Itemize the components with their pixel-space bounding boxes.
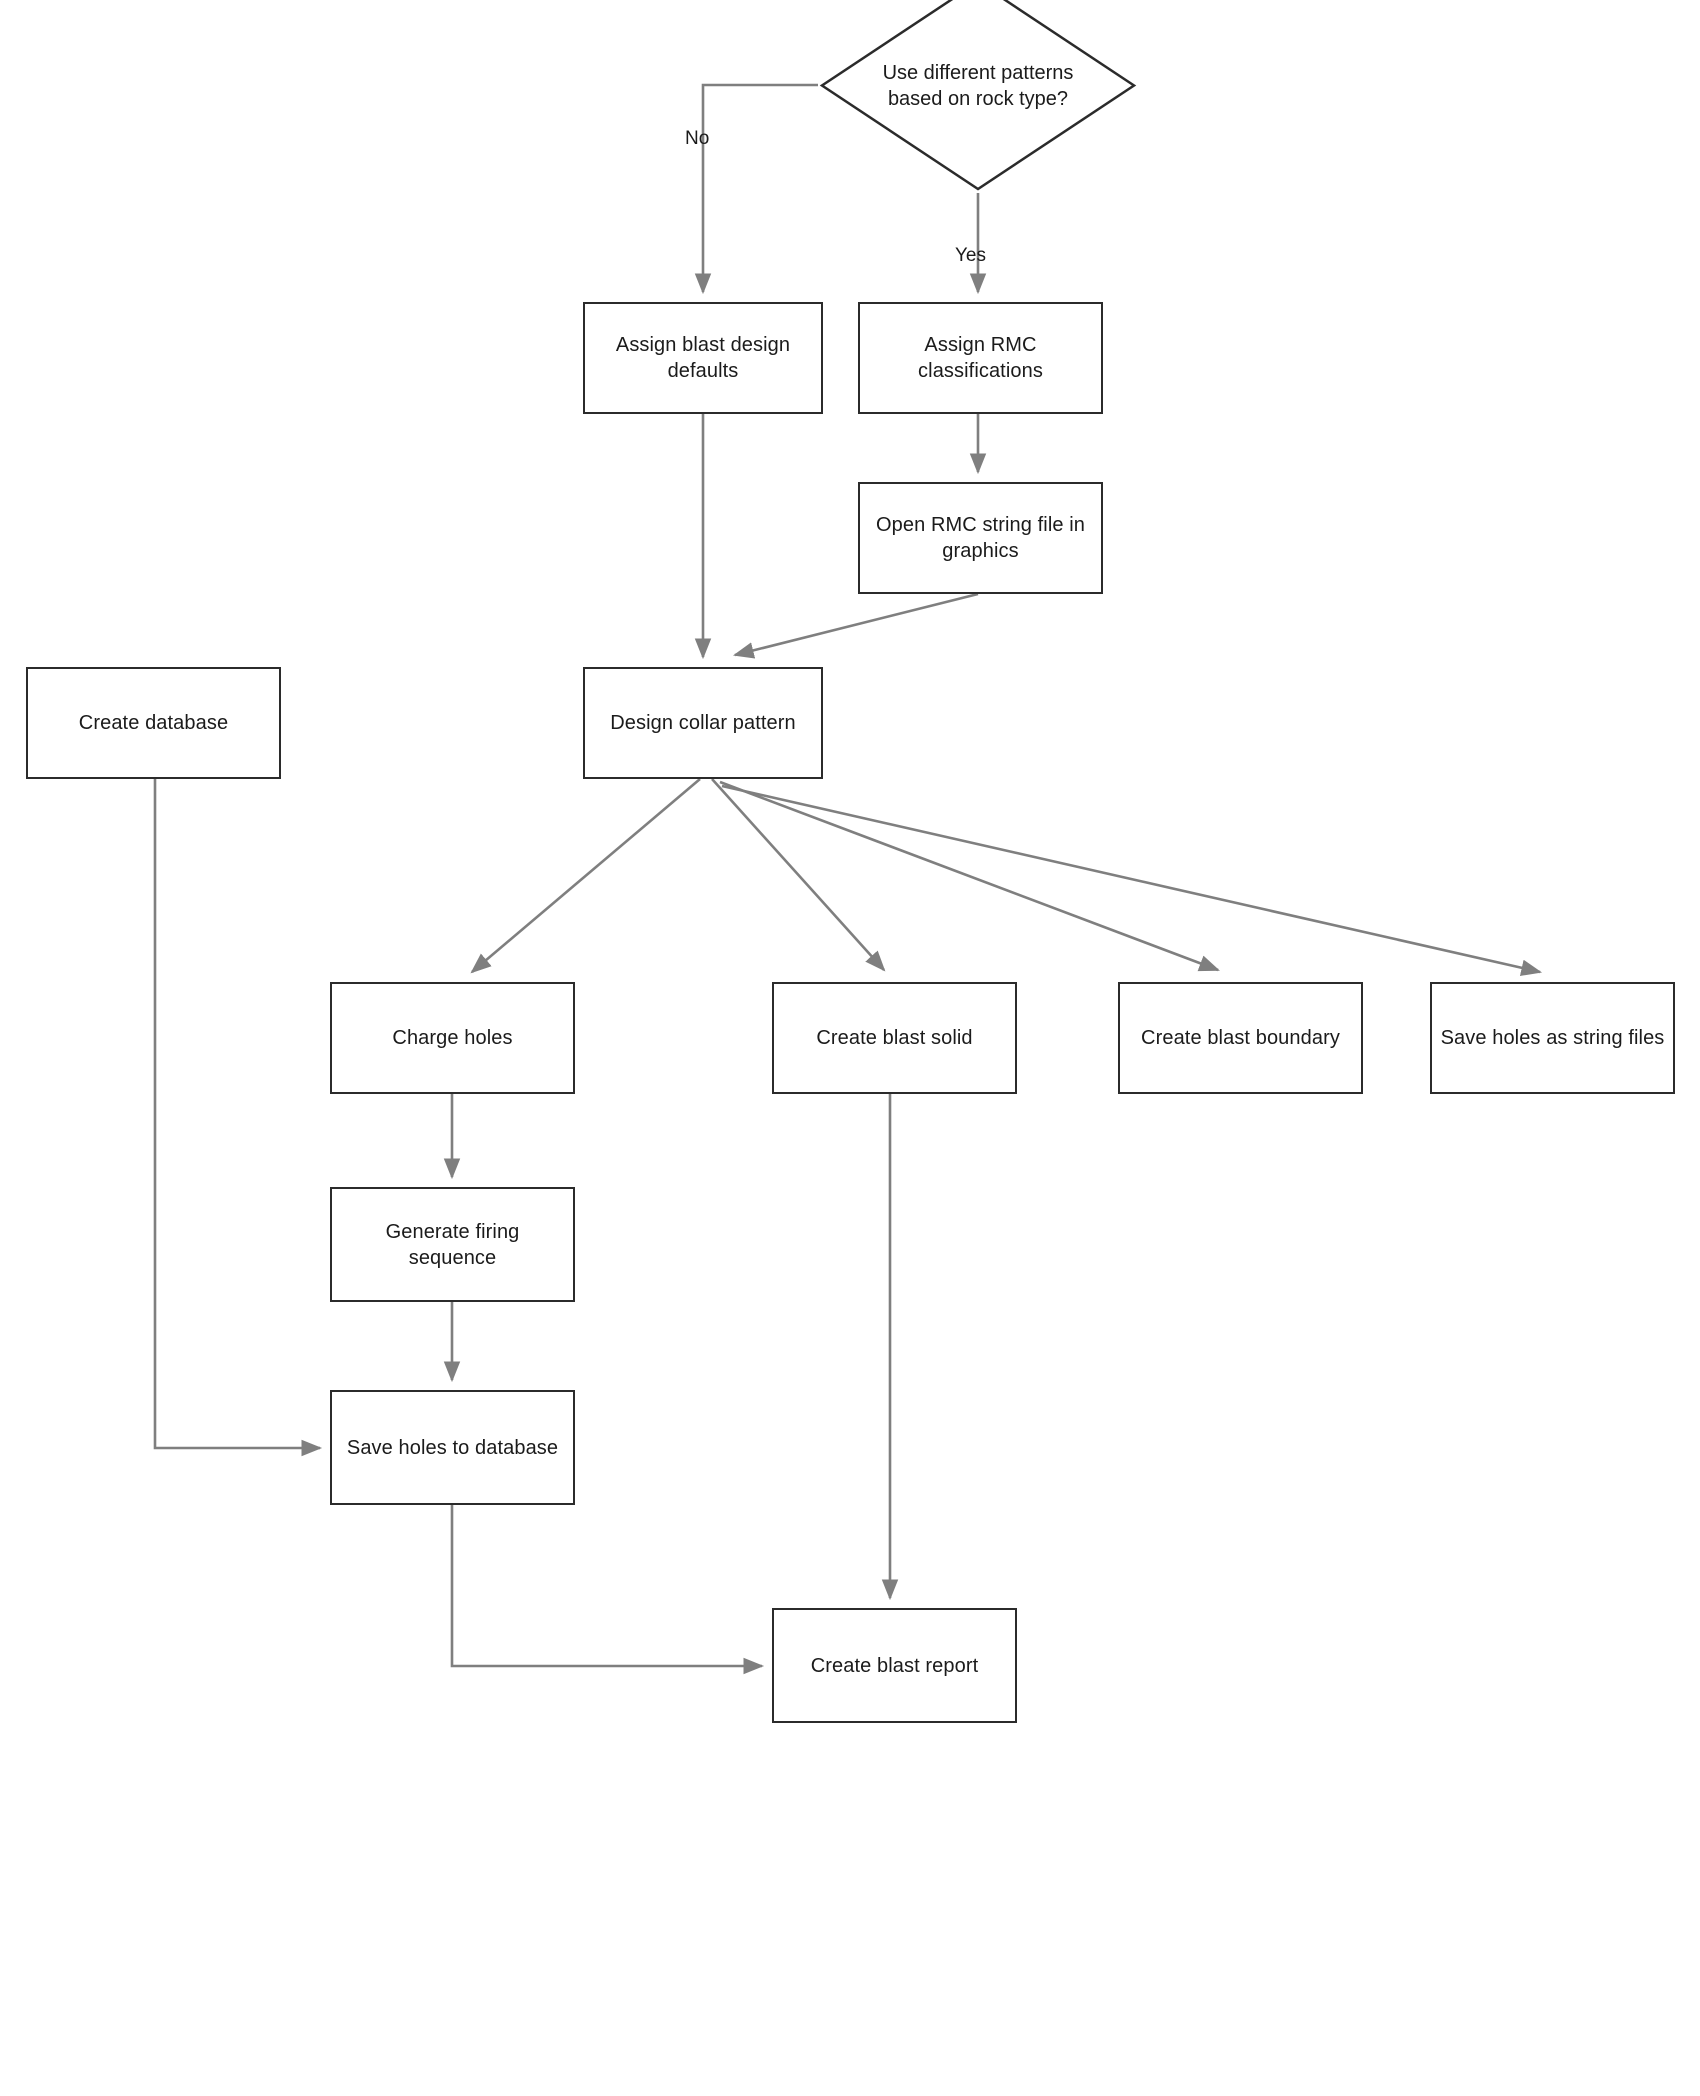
node-decision-rock-type[interactable]	[818, 0, 1138, 193]
node-assign-rmc-classifications[interactable]	[858, 302, 1103, 414]
node-label: Save holes as string files	[1440, 1027, 1665, 1049]
node-save-holes-to-database[interactable]	[330, 1390, 575, 1505]
node-create-blast-boundary[interactable]	[1118, 982, 1363, 1094]
node-create-blast-report[interactable]	[772, 1608, 1017, 1723]
node-charge-holes[interactable]	[330, 982, 575, 1094]
node-generate-firing-sequence[interactable]	[330, 1187, 575, 1302]
node-create-database[interactable]	[26, 667, 281, 779]
node-label: Create blast solid	[816, 1027, 973, 1049]
node-design-collar-pattern[interactable]	[583, 667, 823, 779]
node-label: Design collar pattern	[610, 712, 796, 734]
node-save-holes-as-string-files[interactable]	[1430, 982, 1675, 1094]
node-label: Use different patterns based on rock type?	[882, 61, 1074, 110]
node-label: Open RMC string file in graphics	[875, 514, 1086, 562]
node-label: Assign RMC classifications	[918, 334, 1043, 382]
node-open-rmc-string-file[interactable]	[858, 482, 1103, 594]
edge-label-yes: Yes	[955, 245, 986, 266]
node-label: Create blast report	[810, 1654, 979, 1677]
node-label: Charge holes	[392, 1027, 513, 1049]
node-label: Generate firing sequence	[385, 1220, 520, 1269]
node-create-blast-solid[interactable]	[772, 982, 1017, 1094]
node-label: Create blast boundary	[1141, 1027, 1340, 1049]
node-assign-blast-design-defaults[interactable]	[583, 302, 823, 414]
edge-label-no: No	[685, 128, 710, 149]
node-label: Create database	[78, 712, 229, 734]
node-label: Assign blast design defaults	[615, 334, 791, 382]
node-label: Save holes to database	[346, 1436, 559, 1459]
